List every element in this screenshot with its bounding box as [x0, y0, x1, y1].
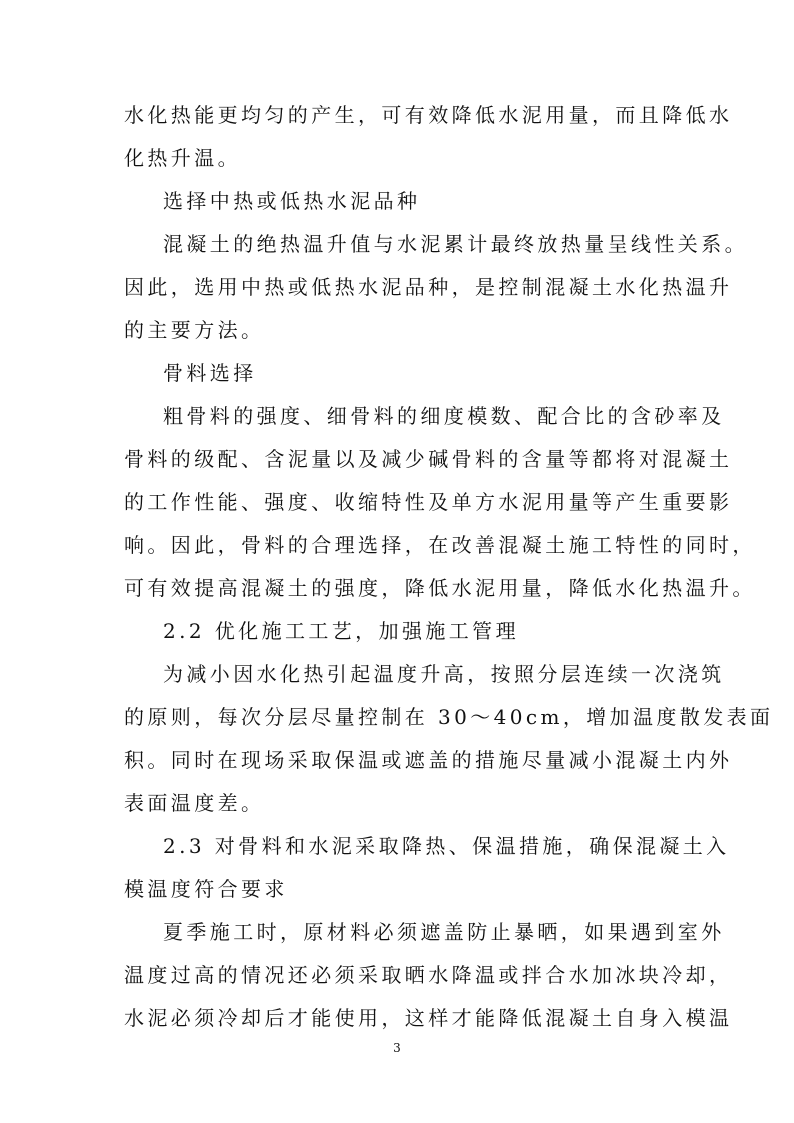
section-heading: 模温度符合要求: [124, 877, 288, 901]
text-line: 的原则，每次分层尽量控制在 30～40cm，增加温度散发表面: [124, 705, 774, 729]
text-line: 温度过高的情况还必须采取晒水降温或拌合水加冰块冷却，: [124, 963, 733, 987]
text-line: 因此，选用中热或低热水泥品种，是控制混凝土水化热温升: [124, 275, 733, 299]
page-number: 3: [393, 1041, 401, 1055]
text-line: 水泥必须冷却后才能使用，这样才能降低混凝土自身入模温: [124, 1006, 733, 1030]
text-line: 粗骨料的强度、细骨料的细度模数、配合比的含砂率及: [163, 404, 725, 428]
text-line: 化热升温。: [124, 146, 241, 170]
text-line: 积。同时在现场采取保温或遮盖的措施尽量减小混凝土内外: [124, 748, 733, 772]
text-line: 混凝土的绝热温升值与水泥累计最终放热量呈线性关系。: [163, 232, 748, 256]
text-line: 表面温度差。: [124, 791, 265, 815]
text-line: 的主要方法。: [124, 318, 265, 342]
section-heading: 2.2 优化施工工艺，加强施工管理: [163, 619, 519, 643]
text-line: 骨料的级配、含泥量以及减少碱骨料的含量等都将对混凝土: [124, 447, 733, 471]
section-heading: 选择中热或低热水泥品种: [163, 189, 421, 213]
section-heading: 骨料选择: [163, 361, 257, 385]
text-line: 夏季施工时，原材料必须遮盖防止暴晒，如果遇到室外: [163, 920, 725, 944]
section-heading: 2.3 对骨料和水泥采取降热、保温措施，确保混凝土入: [163, 834, 730, 858]
text-line: 可有效提高混凝土的强度，降低水泥用量，降低水化热温升。: [124, 576, 756, 600]
text-line: 为减小因水化热引起温度升高，按照分层连续一次浇筑: [163, 662, 725, 686]
text-line: 水化热能更均匀的产生，可有效降低水泥用量，而且降低水: [124, 103, 733, 127]
text-line: 的工作性能、强度、收缩特性及单方水泥用量等产生重要影: [124, 490, 733, 514]
text-line: 响。因此，骨料的合理选择，在改善混凝土施工特性的同时，: [124, 533, 756, 557]
